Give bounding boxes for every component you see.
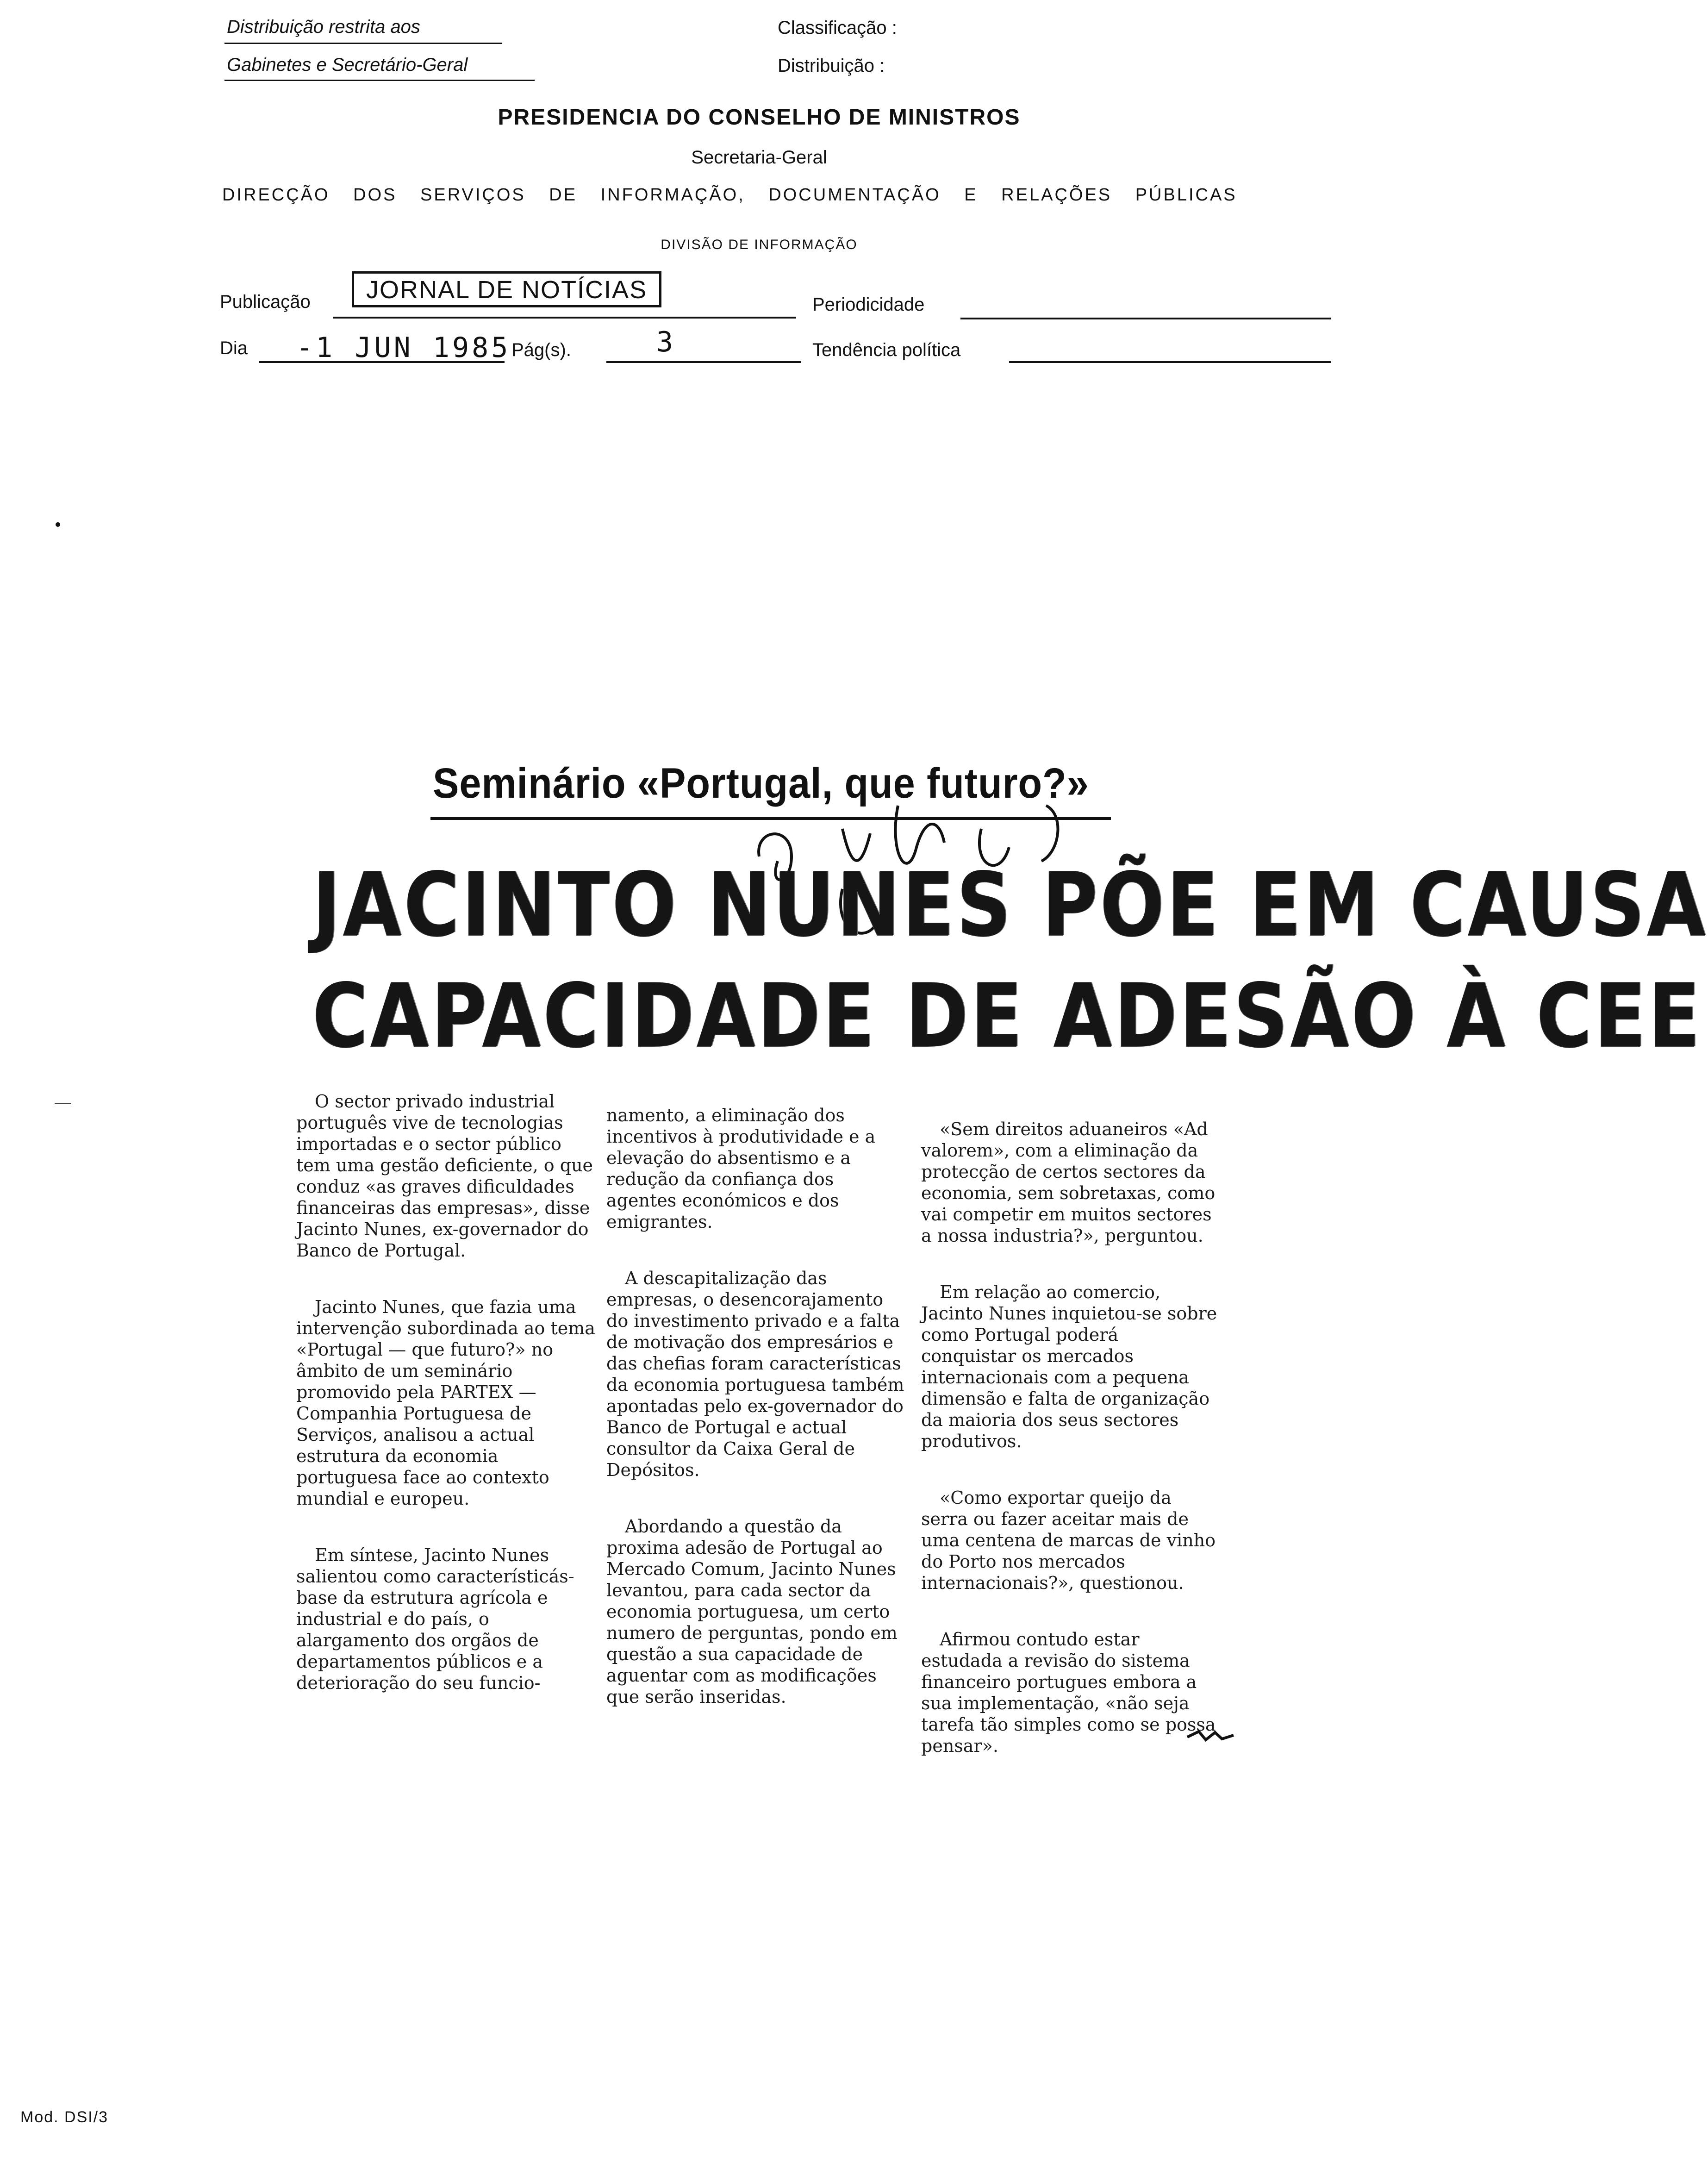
distribution-note-line2: Gabinetes e Secretário-Geral xyxy=(227,55,468,75)
classification-label: Classificação : xyxy=(778,18,897,38)
column-3-paragraph-3: «Como exportar queijo da serra ou fazer aceitar mais de uma centena de marcas de vinho do Porto nos mercados internacionais?», questionou. xyxy=(921,1488,1216,1593)
end-mark-icon xyxy=(1185,1727,1236,1745)
column-3-paragraph-2: Em relação ao comercio, Jacinto Nunes inquietou-se sobre como Portugal poderá conquistar os mercados internacionais com a pequena dimensão e falta de organização da maioria dos seus sectores produtivos. xyxy=(921,1282,1217,1451)
column-2-paragraph-3: Abordando a questão da proxima adesão de Portugal ao Mercado Comum, Jacinto Nunes levantou, para cada sector da economia portuguesa, um certo numero de perguntas, pondo em questão a sua capacidade de aguentar com as modificações que serão inseridas. xyxy=(606,1516,898,1707)
division-title: DIVISÃO DE INFORMAÇÃO xyxy=(661,237,858,252)
distribution-underline-2 xyxy=(224,80,535,81)
column-1-paragraph-1: O sector privado industrial português vive de tecnologias importadas e o sector público tem uma gestão deficiente, o que conduz «as graves dificuldades financeiras das empresas», disse Jacinto Nunes, ex-governador do Banco de Portugal. xyxy=(296,1091,593,1261)
article-column-1 xyxy=(296,1069,597,1729)
secretariat-title: Secretaria-Geral xyxy=(691,147,827,168)
column-1-paragraph-2: Jacinto Nunes, que fazia uma intervenção subordinada ao tema «Portugal — que futuro?» no âmbito de um seminário promovido pela PARTEX — Companhia Portuguesa de Serviços, analisou a actual estrutura da economia portuguesa face ao contexto mundial e europeu. xyxy=(296,1297,595,1509)
periodicity-label: Periodicidade xyxy=(812,294,925,315)
pages-label: Pág(s). xyxy=(511,340,571,360)
scan-dot-mark xyxy=(56,522,60,527)
distribution-label: Distribuição : xyxy=(778,56,885,76)
periodicity-line xyxy=(960,318,1331,319)
political-tendency-label: Tendência política xyxy=(812,340,961,360)
pages-line xyxy=(606,361,801,363)
political-tendency-line xyxy=(1009,361,1331,363)
direction-title: DIRECÇÃO DOS SERVIÇOS DE INFORMAÇÃO, DOCUMENTAÇÃO E RELAÇÕES PÚBLICAS xyxy=(222,185,1237,205)
column-2-paragraph-1: namento, a eliminação dos incentivos à produtividade e a elevação do absentismo e a redução da confiança dos agentes económicos e dos emigrantes. xyxy=(606,1105,876,1232)
column-3-paragraph-4: Afirmou contudo estar estudada a revisão do sistema financeiro portugues embora a sua implementação, «não seja tarefa tão simples como se possa pensar». xyxy=(921,1629,1216,1756)
distribution-underline-1 xyxy=(224,43,502,44)
column-3-paragraph-1: «Sem direitos aduaneiros «Ad valorem», com a eliminação da protecção de certos sectores da economia, sem sobretaxas, como vai competir em muitos sectores a nossa industria?», perguntou. xyxy=(921,1119,1216,1246)
day-stamp: -1 JUN 1985 xyxy=(296,331,511,364)
distribution-note-line1: Distribuição restrita aos xyxy=(227,17,420,37)
headline-line-1: JACINTO NUNES PÕE EM CAUSA xyxy=(312,854,1708,956)
column-1-paragraph-3: Em síntese, Jacinto Nunes salientou como característicás-base da estrutura agrícola e industrial e do país, o alargamento dos orgãos de departamentos públicos e a deterioração do seu funcio- xyxy=(296,1545,574,1693)
scan-dash-mark xyxy=(55,1103,71,1104)
publication-stamp: JORNAL DE NOTÍCIAS xyxy=(352,271,661,307)
day-label: Dia xyxy=(220,338,248,358)
article-column-2 xyxy=(606,1083,907,1743)
headline-line-2: CAPACIDADE DE ADESÃO À CEE xyxy=(312,965,1702,1067)
pages-value: 3 xyxy=(656,326,676,358)
publication-line xyxy=(333,317,796,319)
form-code: Mod. DSI/3 xyxy=(20,2108,109,2126)
article-column-3 xyxy=(921,1097,1217,1792)
article-kicker: Seminário «Portugal, que futuro?» xyxy=(433,760,1089,807)
publication-label: Publicação xyxy=(220,292,311,312)
column-2-paragraph-2: A descapitalização das empresas, o desencorajamento do investimento privado e a falta de motivação dos empresários e das chefias foram características da economia portuguesa também apontadas pelo ex-governador do Banco de Portugal e actual consultor da Caixa Geral de Depósitos. xyxy=(606,1268,904,1480)
organization-title: PRESIDENCIA DO CONSELHO DE MINISTROS xyxy=(498,105,1021,130)
